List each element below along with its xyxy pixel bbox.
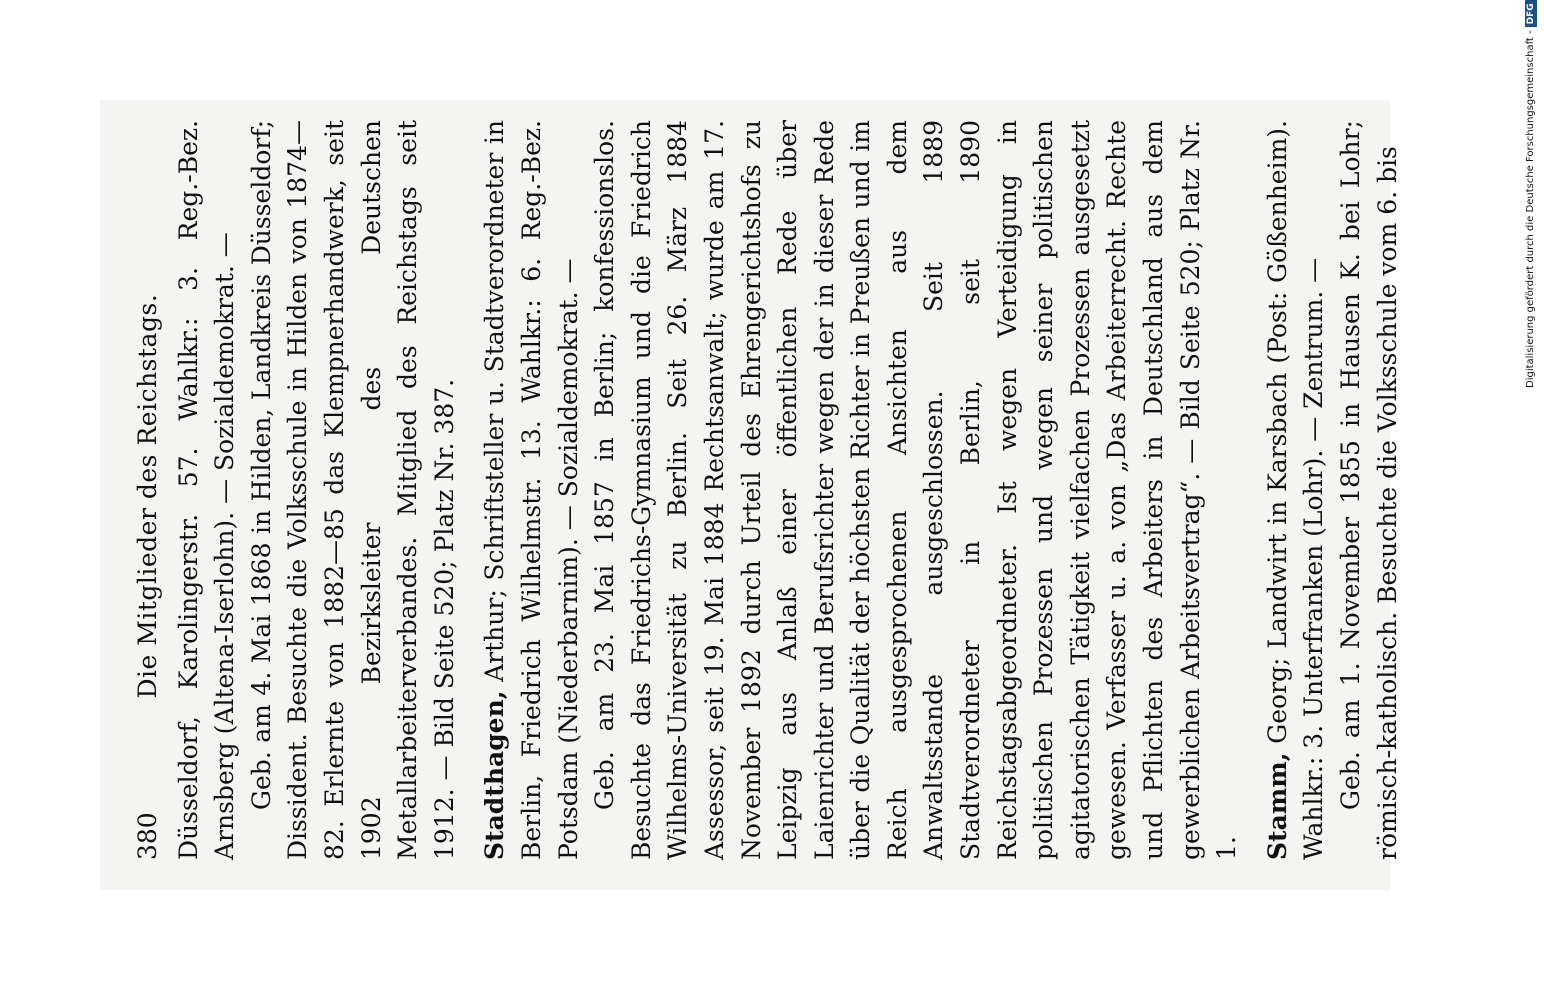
member-entry-3 [1260,120,1406,860]
rotated-page-content [100,100,1402,890]
page-number: 380 [133,812,162,860]
member-name: Stamm, [1262,752,1292,860]
entry-biography: Geb. am 23. Mai 1857 in Berlin; konfessionslos. Besuchte das Friedrichs-Gymnasium und die Friedrich Wilhelms-Universität zu Berlin. Seit 26. März 1884 Assessor, seit 19. Mai 1884 Rechtsanwalt; wurde am 17. November 1892 durch Urteil des Ehrengerichtshofs zu Leipzig aus Anlaß einer öffentlichen Rede über Laienrichter und Berufsrichter wegen der in dieser Rede über die Qualität der höchsten Richter in Preußen und im Reich ausgesprochenen Ansichten aus dem Anwaltsstande ausgeschlossen. Seit 1889 Stadtverordneter in Berlin, seit 1890 Reichstagsabgeordneter. Ist wegen Verteidigung in politischen Prozessen und wegen seiner politischen agitatorischen Tätigkeit vielfachen Prozessen ausgesetzt gewesen. Verfasser u. a. von „Das Arbeiterrecht. Rechte und Pflichten des Arbeiters in Deutschland aus dem gewerblichen Arbeitsvertrag“. — Bild Seite 520; Platz Nr. 1. [590,120,1242,860]
entry-head [477,120,587,860]
entry-head: Düsseldorf, Karolingerstr. 57. Wahlkr.: 3. Reg.-Bez. Arnsberg (Altena-Iserlohn). — Sozialdemokrat. — [173,120,240,860]
entry-head-text: Arthur; Schriftsteller u. Stadtverordneter in Berlin, Friedrich Wilhelmstr. 13. Wahlkr.: 6. Reg.-Bez. Potsdam (Niederbarnim). — Sozialdemokrat. — [480,120,583,860]
member-name: Stadthagen, [480,690,510,860]
entry-biography: Geb. am 4. Mai 1868 in Hilden, Landkreis Düsseldorf; Dissident. Besuchte die Volksschule in Hilden von 1874—82. Erlernte von 1882—85 das Klempnerhandwerk, seit 1902 Bezirksleiter des Deutschen Metallarbeiterverbandes. Mitglied des Reichstags seit 1912. — Bild Seite 520; Platz Nr. 387. [246,120,459,860]
page-body [130,120,1420,860]
entry-head-text: Georg; Landwirt in Karsbach (Post: Gößenheim). Wahlkr.: 3. Unterfranken (Lohr). — Zentrum. — [1262,120,1329,860]
entry-biography: Geb. am 1. November 1855 in Hausen K. bei Lohr; römisch-katholisch. Besuchte die Volksschule vom 6. bis [1336,120,1402,860]
digitization-credit [1522,3,1540,388]
credit-line [1522,3,1540,388]
dfg-logo: DFG [1525,0,1537,27]
entry-head [1260,120,1333,860]
member-entry-1 [171,120,464,860]
member-entry-2 [477,120,1245,860]
scanned-page [100,100,1402,890]
page-header [130,120,167,860]
credit-text: Digitalisierung gefördert durch die Deutsche Forschungsgemeinschaft - [1525,30,1536,388]
running-title: Die Mitglieder des Reichstags. [133,293,162,699]
